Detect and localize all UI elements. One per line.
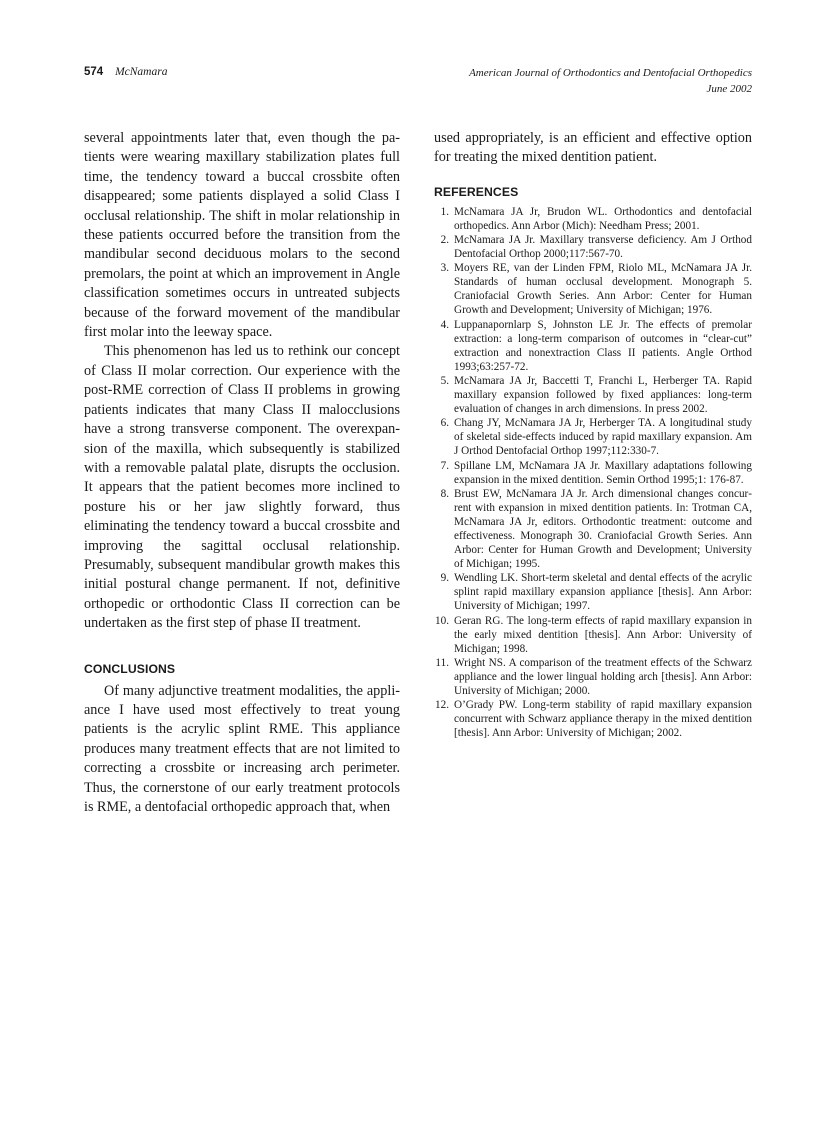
reference-text: Brust EW, McNamara JA Jr. Arch dimensional changes concurrent with expansion in mixed dentition patients. In: Trotman CA, McNamara JA Jr, editors. Orthodontic treatment: outcome and effectiveness. Monograph 30. Craniofacial Growth Series. Ann Arbor: Center for Human Growth and Development; University of Michigan; 1995.	[454, 487, 752, 571]
reference-text: Wendling LK. Short-term skeletal and dental effects of the acrylic splint rapid maxillary expansion appliance [thesis]. Ann Arbor: University of Michigan; 1997.	[454, 572, 752, 613]
section-heading-references: REFERENCES	[434, 184, 519, 199]
reference-item	[434, 261, 752, 317]
page-number: 574	[84, 66, 104, 78]
reference-number: 8.	[440, 487, 449, 500]
right-column	[434, 129, 752, 740]
reference-number: 10.	[435, 614, 449, 627]
issue-date: June 2002	[706, 82, 752, 95]
reference-item	[434, 318, 752, 374]
reference-text: Chang JY, McNamara JA Jr, Herberger TA. A longitudinal study of skeletal side-effects induced by rapid maxillary expansion. Am J Orthod Dentofacial Orthop 1997;112:330-7.	[454, 417, 752, 458]
reference-number: 3.	[440, 262, 449, 275]
reference-number: 2.	[440, 234, 449, 246]
reference-item	[434, 698, 752, 740]
reference-list	[434, 205, 752, 741]
reference-item	[434, 487, 752, 572]
reference-item	[434, 374, 752, 416]
reference-number: 12.	[435, 699, 449, 712]
left-column	[84, 129, 400, 817]
reference-number: 7.	[440, 459, 449, 472]
reference-text: Moyers RE, van der Linden FPM, Riolo ML, McNamara JA Jr. Standards of human occlusal development. Monograph 5. Craniofacial Growth Series. Ann Arbor: Center for Human Growth and Development; University of Michigan; 1976.	[454, 262, 752, 317]
reference-text: Wright NS. A comparison of the treatment effects of the Schwarz appliance and the lower lingual holding arch [thesis]. Ann Arbor: University of Michigan; 2000.	[454, 656, 752, 697]
reference-text: McNamara JA Jr, Baccetti T, Franchi L, Herberger TA. Rapid maxillary expansion followed by fixed appliances: long-term evaluation of changes in arch dimensions. In press 2002.	[454, 374, 752, 416]
journal-title: American Journal of Orthodontics and Dentofacial Orthopedics	[469, 67, 752, 79]
body-paragraph: This phenomenon has led us to rethink our concept of Class II molar correction. Our experience with the post-RME correction of Class II problems in growing patients indicates that many Class II malocclusions have a strong transverse component. The overexpansion of the maxilla, which subsequently is stabilized with a removable palatal plate, disrupts the occlusion. It appears that the patient becomes more inclined to posture his or her jaw slightly forward, thus eliminating the tendency toward a buccal crossbite and improving the sagittal occlusal relationship. Presumably, subsequent mandibular growth makes this initial postural change permanent. If not, definitive orthopedic or orthodontic Class II correction can be undertaken as the first step of phase II treatment.	[84, 343, 400, 632]
reference-number: 1.	[440, 205, 449, 218]
section-heading-conclusions: CONCLUSIONS	[84, 661, 176, 676]
running-header-right	[469, 66, 752, 97]
reference-number: 6.	[440, 417, 449, 430]
running-author: McNamara	[115, 66, 168, 78]
reference-item	[434, 656, 752, 698]
reference-item	[434, 233, 752, 261]
reference-item	[434, 416, 752, 458]
reference-text: McNamara JA Jr. Maxillary transverse deficiency. Am J Orthod Dentofacial Orthop 2000;117:567-70.	[454, 234, 752, 261]
reference-number: 9.	[440, 572, 449, 585]
reference-number: 4.	[440, 318, 449, 331]
reference-item	[434, 571, 752, 613]
reference-item	[434, 205, 752, 233]
reference-item	[434, 614, 752, 656]
reference-number: 5.	[440, 374, 449, 387]
reference-text: O’Grady PW. Long-term stability of rapid maxillary expansion concurrent with Schwarz appliance therapy in the mixed dentition [thesis]. Ann Arbor: University of Michigan; 2002.	[454, 699, 752, 740]
reference-text: Geran RG. The long-term effects of rapid maxillary expansion in the early mixed dentition [thesis]. Ann Arbor: University of Michigan; 1998.	[454, 614, 752, 655]
body-paragraph-continuation: used appropriately, is an efficient and effective option for treating the mixed dentition patient.	[434, 130, 752, 166]
body-paragraph: several appointments later that, even though the patients were wearing maxillary stabilization plates full time, the tendency toward a buccal crossbite often disappeared; some patients displayed a solid Class I occlusal relationship. The shift in molar relationship in these patients occurred before the transition from the mandibular second deciduous molars to the second premolars, the point at which an improvement in Angle classification sometimes occurs in untreated subjects because of the forward movement of the mandibular first molar into the leeway space.	[84, 130, 400, 341]
reference-text: Spillane LM, McNamara JA Jr. Maxillary adaptations following expansion in the mixed dentition. Semin Orthod 1995;1: 176-87.	[454, 459, 752, 486]
reference-text: McNamara JA Jr, Brudon WL. Orthodontics and dentofacial orthopedics. Ann Arbor (Mich): Needham Press; 2001.	[454, 205, 752, 232]
conclusions-paragraph: Of many adjunctive treatment modalities, the appliance I have used most effectively to treat young patients is the acrylic splint RME. This appliance produces many treatment effects that are not limited to correcting a crossbite or increasing arch perimeter. Thus, the cornerstone of our early treatment protocols is RME, a dentofacial orthopedic approach that, when	[84, 682, 400, 815]
reference-number: 11.	[435, 656, 449, 669]
running-header-left	[84, 66, 167, 78]
reference-text: Luppanapornlarp S, Johnston LE Jr. The effects of premolar extraction: a long-term comparison of outcomes in “clear-cut” extraction and nonextraction Class II patients. Angle Orthod 1993;63:257-72.	[454, 318, 752, 373]
reference-item	[434, 459, 752, 487]
